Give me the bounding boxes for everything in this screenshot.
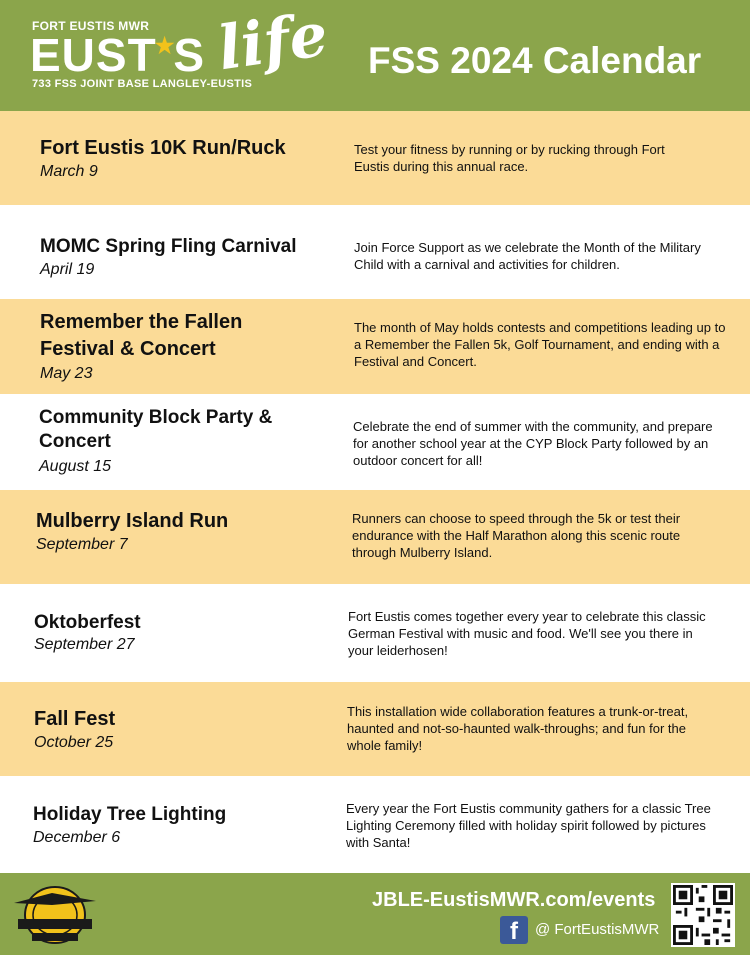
- event-title: Community Block Party & Concert: [39, 407, 273, 452]
- event-date: September 7: [36, 536, 128, 553]
- logo-script-text: life: [213, 0, 332, 85]
- event-description: Test your fitness by running or by rucking through Fort Eustis during this annual race.: [354, 142, 665, 174]
- event-date: March 9: [40, 163, 98, 180]
- eustis-life-logo: [30, 0, 340, 100]
- event-title: Fall Fest: [34, 708, 116, 730]
- event-row: [0, 205, 750, 299]
- event-date: September 27: [34, 636, 135, 653]
- event-title: Holiday Tree Lighting: [33, 804, 227, 825]
- logo-main-text: EUST★S: [30, 29, 206, 81]
- event-row: [0, 394, 750, 490]
- event-description: Fort Eustis comes together every year to celebrate this classic German Festival with music and food. We'll see you there in your leiderhosen!: [348, 609, 706, 658]
- facebook-icon[interactable]: f: [500, 916, 528, 944]
- qr-code-icon[interactable]: [671, 883, 735, 947]
- event-date: August 15: [39, 458, 112, 475]
- star-icon: ★: [154, 33, 176, 58]
- footer-banner: [0, 873, 750, 955]
- event-date: April 19: [40, 261, 95, 278]
- events-url-link[interactable]: JBLE-EustisMWR.com/events: [372, 889, 656, 911]
- event-description: Celebrate the end of summer with the community, and prepare for another school year at the CYP Block Party followed by an outdoor concert for all!: [353, 419, 713, 468]
- squadron-seal-logo: [12, 881, 98, 947]
- event-description: Every year the Fort Eustis community gathers for a classic Tree Lighting Ceremony filled with holiday spirit followed by pictures with Santa!: [346, 801, 711, 850]
- event-row: [0, 584, 750, 682]
- event-description: The month of May holds contests and competitions leading up to a Remember the Fallen 5k, Golf Tournament, and ending with a Festival and Concert.: [354, 320, 726, 369]
- event-description: Join Force Support as we celebrate the Month of the Military Child with a carnival and activities for children.: [354, 240, 701, 272]
- event-row: [0, 111, 750, 205]
- logo-bottom-text: 733 FSS JOINT BASE LANGLEY-EUSTIS: [32, 78, 253, 90]
- event-row: [0, 682, 750, 776]
- event-date: December 6: [33, 829, 121, 846]
- event-date: October 25: [34, 734, 114, 751]
- event-date: May 23: [40, 365, 93, 382]
- event-description: This installation wide collaboration features a trunk-or-treat, haunted and not-so-haunted walk-throughs; and fun for the whole family!: [347, 704, 689, 753]
- event-title: MOMC Spring Fling Carnival: [40, 236, 297, 257]
- page-title: FSS 2024 Calendar: [368, 40, 702, 81]
- event-row: [0, 490, 750, 584]
- event-title: Fort Eustis 10K Run/Ruck: [40, 137, 286, 159]
- event-title: Oktoberfest: [34, 612, 141, 633]
- event-description: Runners can choose to speed through the 5k or test their endurance with the Half Marathon along this scenic route through Mulberry Island.: [352, 511, 681, 560]
- logo-top-text: FORT EUSTIS MWR: [32, 19, 150, 33]
- event-title: Remember the Fallen Festival & Concert: [40, 311, 243, 360]
- event-row: [0, 776, 750, 873]
- facebook-handle[interactable]: @ FortEustisMWR: [535, 921, 660, 938]
- event-row: [0, 299, 750, 394]
- header-banner: [0, 0, 750, 111]
- event-title: Mulberry Island Run: [36, 510, 229, 532]
